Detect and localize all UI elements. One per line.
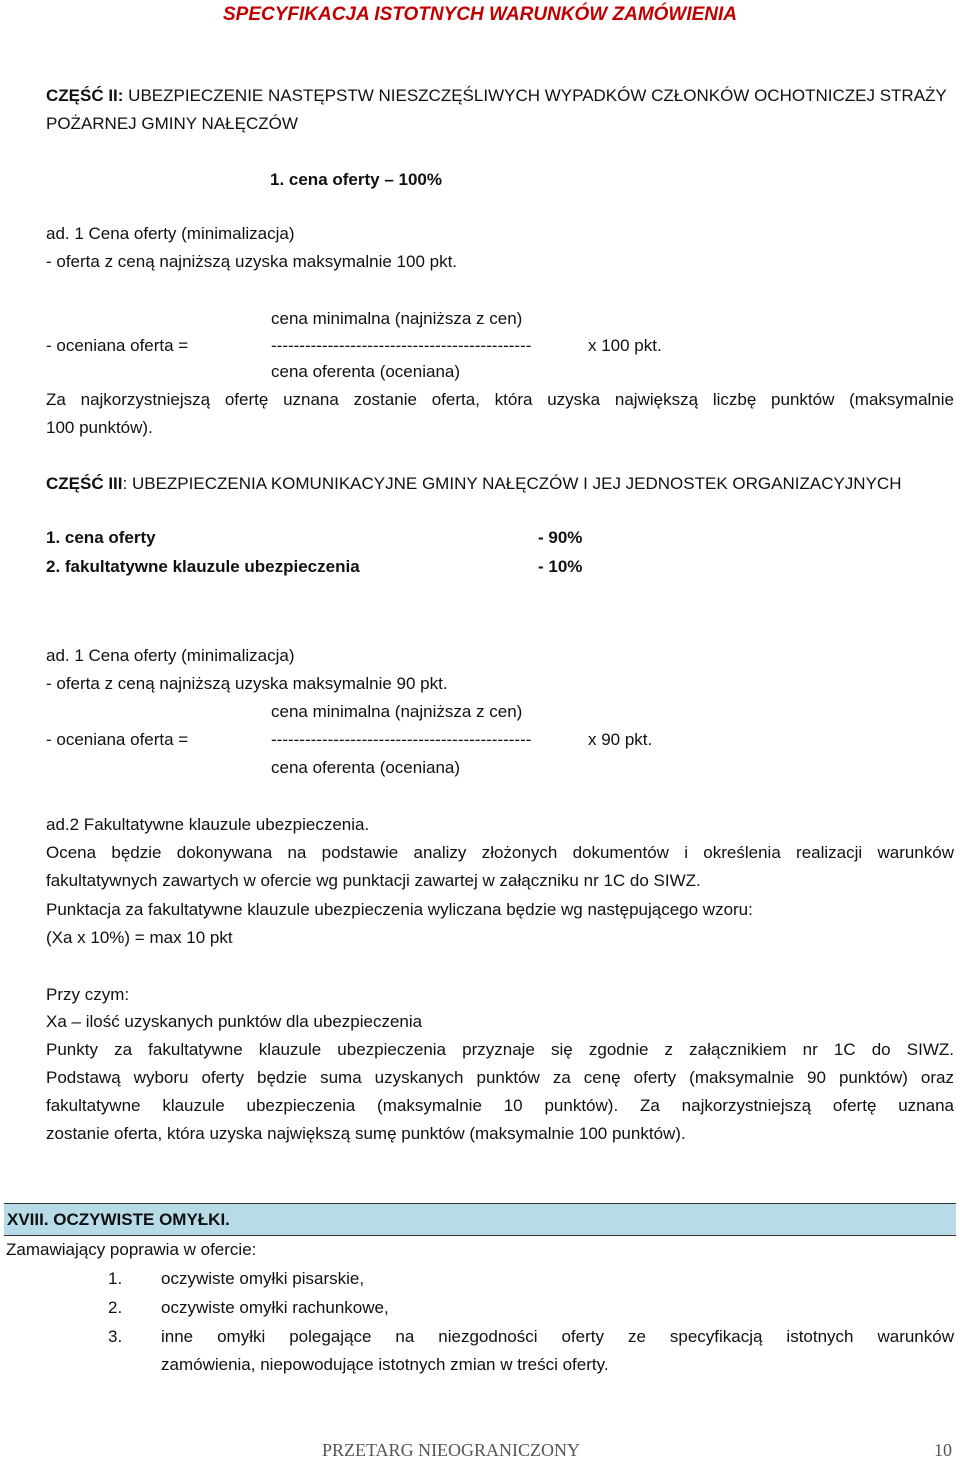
part3-fraction-line: ---------------------------------------------- bbox=[271, 730, 532, 749]
part3-p3-line2: Podstawą wyboru oferty będzie suma uzyskanych punktów za cenę oferty (maksymalnie 90 punktów) oraz bbox=[46, 1068, 954, 1087]
part3-p3-line1: Punkty za fakultatywne klauzule ubezpieczenia przyznaje się zgodnie z załącznikiem nr 1C do SIWZ. bbox=[46, 1040, 954, 1059]
part3-criterion-weight: - 90% bbox=[538, 528, 583, 547]
list-item-number: 2. bbox=[108, 1298, 123, 1317]
part3-numerator: cena minimalna (najniższa z cen) bbox=[271, 702, 523, 721]
list-item: oczywiste omyłki rachunkowe, bbox=[161, 1298, 389, 1317]
part2-summary-line2: 100 punktów). bbox=[46, 418, 153, 437]
part2-title-cont: POŻARNEJ GMINY NAŁĘCZÓW bbox=[46, 114, 298, 133]
part2-criterion: 1. cena oferty – 100% bbox=[270, 170, 442, 189]
part2-label: CZĘŚĆ II: bbox=[46, 86, 124, 105]
section-xviii-intro: Zamawiający poprawia w ofercie: bbox=[6, 1240, 257, 1259]
part3-multiplier: x 90 pkt. bbox=[588, 730, 653, 749]
part2-numerator: cena minimalna (najniższa z cen) bbox=[271, 309, 523, 328]
part3-where: Przy czym: bbox=[46, 985, 130, 1004]
part3-lhs: - oceniana oferta = bbox=[46, 730, 189, 749]
part3-criterion-name: 2. fakultatywne klauzule ubezpieczenia bbox=[46, 557, 360, 576]
part3-ad2-title: ad.2 Fakultatywne klauzule ubezpieczenia. bbox=[46, 815, 370, 834]
part3-p3-line4: zostanie oferta, która uzyska największą sumę punktów (maksymalnie 100 punktów). bbox=[46, 1124, 686, 1143]
section-xviii-heading-bar bbox=[4, 1203, 956, 1236]
part3-title bbox=[46, 474, 901, 494]
list-item: oczywiste omyłki pisarskie, bbox=[161, 1269, 365, 1288]
part3-title-text: : UBEZPIECZENIA KOMUNIKACYJNE GMINY NAŁĘCZÓW I JEJ JEDNOSTEK ORGANIZACYJNYCH bbox=[122, 474, 902, 493]
part2-ad1-line: - oferta z ceną najniższą uzyska maksymalnie 100 pkt. bbox=[46, 252, 458, 271]
part3-ad2-p1-line1: Ocena będzie dokonywana na podstawie analizy złożonych dokumentów i określenia realizacji warunków bbox=[46, 843, 954, 862]
list-item-number: 1. bbox=[108, 1269, 123, 1288]
part2-ad1-title: ad. 1 Cena oferty (minimalizacja) bbox=[46, 224, 295, 243]
part2-title bbox=[46, 86, 947, 106]
part3-criterion-weight: - 10% bbox=[538, 557, 583, 576]
part2-lhs: - oceniana oferta = bbox=[46, 336, 189, 355]
part2-denominator: cena oferenta (oceniana) bbox=[271, 362, 461, 381]
part3-ad1-line: - oferta z ceną najniższą uzyska maksymalnie 90 pkt. bbox=[46, 674, 448, 693]
footer-label: PRZETARG NIEOGRANICZONY bbox=[322, 1440, 581, 1460]
part3-ad1-title: ad. 1 Cena oferty (minimalizacja) bbox=[46, 646, 295, 665]
document-header: SPECYFIKACJA ISTOTNYCH WARUNKÓW ZAMÓWIENIA bbox=[222, 4, 738, 25]
part2-fraction-line: ---------------------------------------------- bbox=[271, 336, 532, 355]
part3-label: CZĘŚĆ III bbox=[46, 474, 123, 493]
list-item-continuation: zamówienia, niepowodujące istotnych zmian w treści oferty. bbox=[161, 1355, 609, 1374]
list-item-number: 3. bbox=[108, 1327, 123, 1346]
part2-summary-line1: Za najkorzystniejszą ofertę uznana zostanie oferta, która uzyska największą liczbę punktów (maksymalnie bbox=[46, 390, 954, 409]
page-number: 10 bbox=[934, 1440, 952, 1460]
part3-denominator: cena oferenta (oceniana) bbox=[271, 758, 461, 777]
list-item: inne omyłki polegające na niezgodności oferty ze specyfikacją istotnych warunków bbox=[161, 1327, 954, 1346]
part3-ad2-p1-line2: fakultatywnych zawartych w ofercie wg punktacji zawartej w załączniku nr 1C do SIWZ. bbox=[46, 871, 701, 890]
part3-ad2-p2: Punktacja za fakultatywne klauzule ubezpieczenia wyliczana będzie wg następującego wzoru: bbox=[46, 900, 753, 919]
part3-xa-definition: Xa – ilość uzyskanych punktów dla ubezpieczenia bbox=[46, 1012, 423, 1031]
part3-criterion-name: 1. cena oferty bbox=[46, 528, 156, 547]
part3-ad2-formula: (Xa x 10%) = max 10 pkt bbox=[46, 928, 233, 947]
part2-title-text: UBEZPIECZENIE NASTĘPSTW NIESZCZĘŚLIWYCH WYPADKÓW CZŁONKÓW OCHOTNICZEJ STRAŻY bbox=[123, 86, 947, 105]
section-xviii-title: XVIII. OCZYWISTE OMYŁKI. bbox=[7, 1210, 230, 1229]
part3-p3-line3: fakultatywne klauzule ubezpieczenia (maksymalnie 10 punktów). Za najkorzystniejszą ofertę uznana bbox=[46, 1096, 954, 1115]
part2-multiplier: x 100 pkt. bbox=[588, 336, 662, 355]
